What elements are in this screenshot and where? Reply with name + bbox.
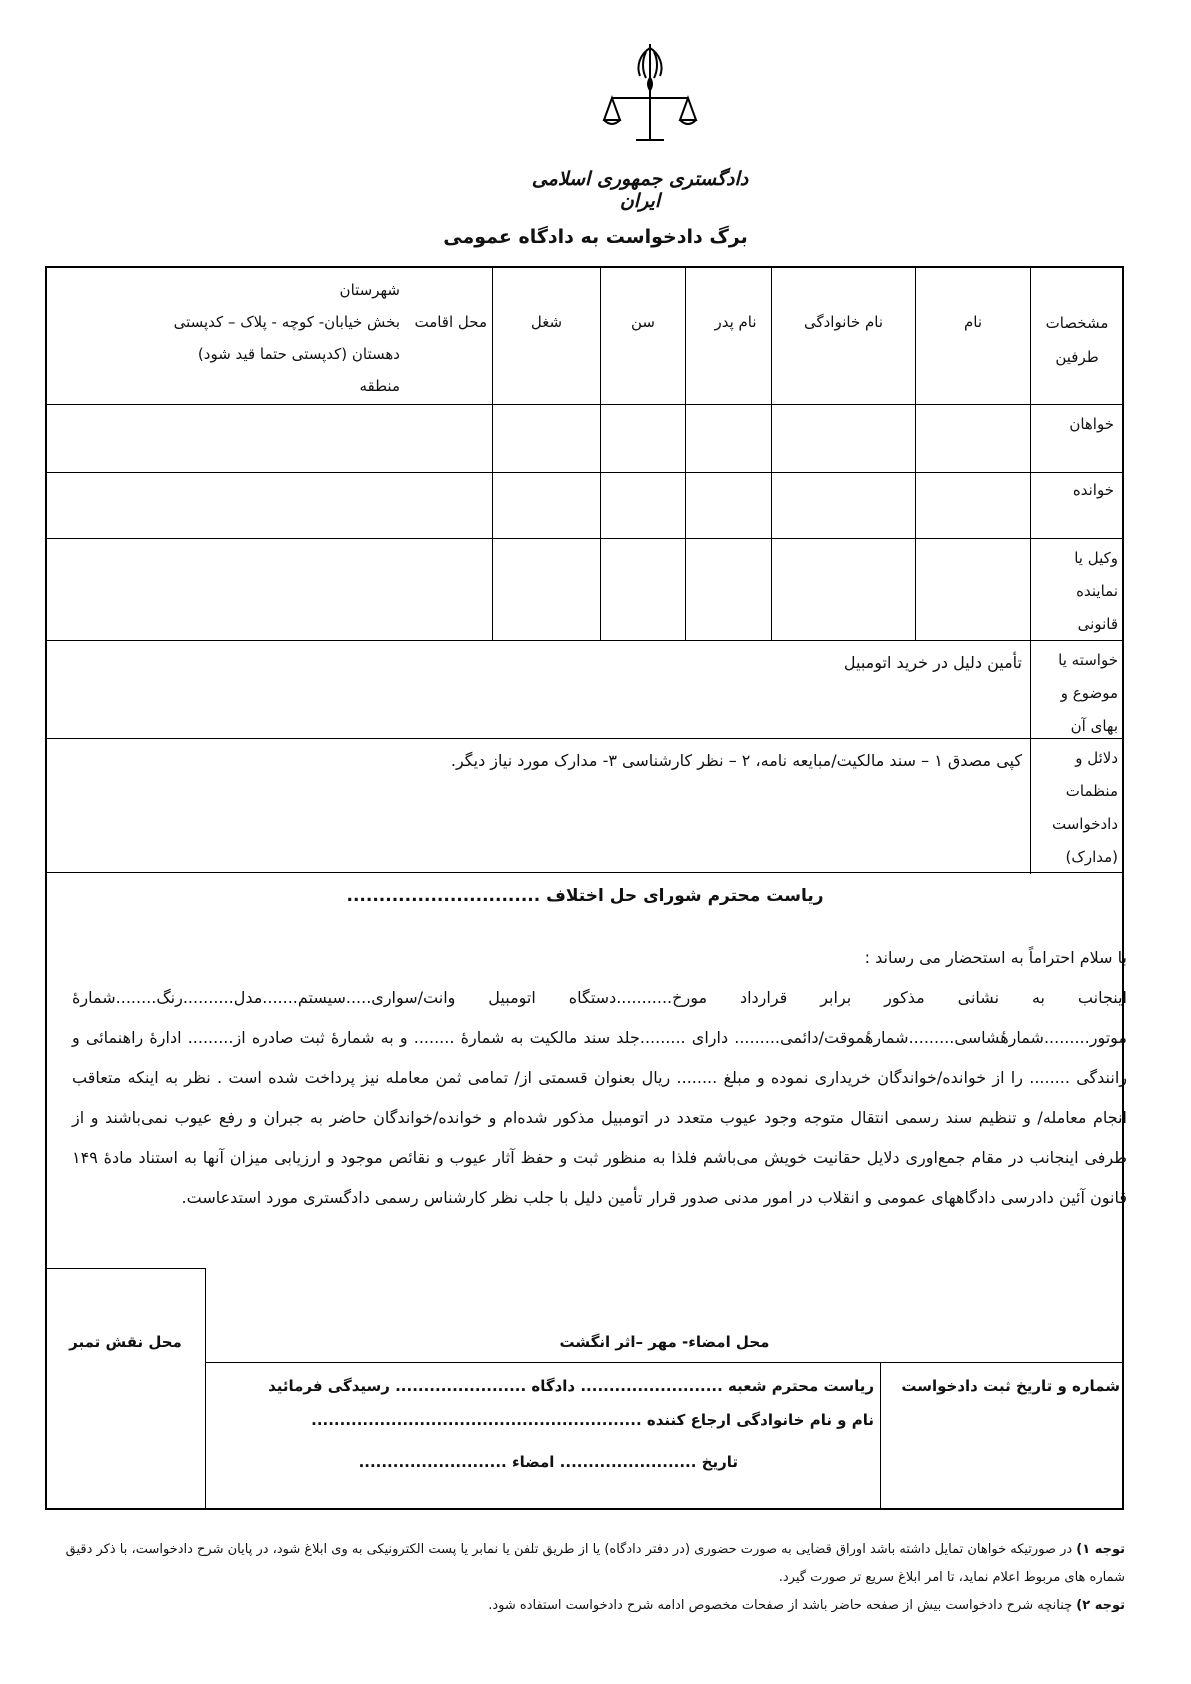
address-line-1: شهرستان bbox=[339, 281, 400, 299]
header-job: شغل bbox=[530, 313, 563, 331]
header-age: سن bbox=[631, 313, 655, 331]
header-father-name: نام پدر bbox=[714, 313, 757, 331]
divider bbox=[46, 538, 1124, 539]
registry-label: شماره و تاریخ ثبت دادخواست bbox=[901, 1377, 1120, 1395]
address-line-4: منطقه bbox=[359, 377, 400, 395]
header-family-name: نام خانوادگی bbox=[803, 313, 884, 331]
row-label-defendant: خوانده bbox=[1072, 481, 1114, 499]
header-name: نام bbox=[963, 313, 983, 331]
letter-addressee: ریاست محترم شورای حل اختلاف .............................. bbox=[346, 886, 824, 906]
divider bbox=[46, 1268, 205, 1269]
evidence-value: کپی مصدق ۱ – سند مالکیت/مبایعه نامه، ۲ – نظر کارشناسی ۳- مدارک مورد نیاز دیگر. bbox=[450, 751, 1022, 770]
date-signature-line: تاریخ ........................ امضاء .......................... bbox=[358, 1453, 738, 1471]
signature-place-label: محل امضاء- مهر –اثر انگشت bbox=[559, 1333, 770, 1351]
note-1-label: توجه ۱) bbox=[1076, 1542, 1125, 1557]
divider bbox=[46, 738, 1124, 739]
referral-line: ریاست محترم شعبه ......................... دادگاه ....................... رسیدگی فرمائید bbox=[268, 1377, 874, 1395]
divider bbox=[1030, 268, 1031, 874]
address-line-3: دهستان (کدپستی حتما قید شود) bbox=[197, 345, 400, 363]
letter-body: اینجانب به نشانی مذکور برابر قرارداد مورخ...........دستگاه اتومبیل وانت/سواری.....سیستم.......مدل..........رنگ........شمارهٔ موتور.........شمارهٔشاسی.........شمارهٔموقت/دائمی......... دارای .........جلد سند مالکیت به شمارهٔ ........ و به شمارهٔ ثبت صادره از......... ادارهٔ راهنمائی و رانندگی ........ را از خوانده/خواندگان خریداری نموده و مبلغ ........ ریال بعنوان قسمتی از/ تمامی ثمن معامله نیز پرداخت شده است . نظر به اینکه متعاقب انجام معامله/ و تنظیم سند رسمی انتقال متوجه وجود عیوب متعدد در اتومبیل مذکور شده‌ام و خوانده/خواندگان حاضر به جبران و رفع عیوب نمی‌باشند و از طرفی اینجانب در مقام جمع‌اوری دلایل حقانیت خویش می‌باشم فلذا به منظور ثبت و حفظ آثار عیوب و نقائص موجود و ارزیابی میزان آنها به استناد مادهٔ ۱۴۹ قانون آئین دادرسی دادگاههای عمومی و انقلاب در امور مدنی صدور قرار تأمین دلیل با جلب نظر کارشناس رسمی دادگستری مورد استدعاست. bbox=[72, 988, 1127, 1207]
referrer-line: نام و نام خانوادگی ارجاع کننده .......................................................... bbox=[311, 1411, 874, 1429]
note-2-label: توجه ۲) bbox=[1076, 1598, 1125, 1613]
note-1 bbox=[45, 1536, 1125, 1592]
header-parties: مشخصات طرفین bbox=[1045, 314, 1109, 366]
note-1-text: در صورتیکه خواهان تمایل داشته باشد اوراق قضایی به صورت حضوری (در دفتر دادگاه) یا از طریق تلفن یا نمابر یا پست الکترونیکی به وی ابلاغ شود، در پایان شرح دادخواست، با ذکر دقیق شماره های مربوط اعلام نماید، تا امر ابلاغ سریع تر صورت گیرد. bbox=[65, 1542, 1125, 1585]
row-label-lawyer: وکیل یا نماینده قانونی bbox=[1074, 549, 1118, 633]
notes bbox=[45, 1536, 1125, 1620]
letter-text bbox=[72, 938, 1127, 1218]
divider bbox=[46, 872, 1124, 873]
address-line-2: بخش خیابان- کوچه - پلاک – کدپستی bbox=[173, 313, 400, 331]
stamp-place-label: محل نقش تمبر bbox=[69, 1333, 182, 1351]
divider bbox=[205, 1268, 206, 1510]
header-address-label: محل اقامت bbox=[414, 313, 487, 331]
divider bbox=[46, 640, 1124, 641]
judiciary-emblem-icon bbox=[600, 40, 700, 150]
note-2 bbox=[45, 1592, 1125, 1620]
divider bbox=[46, 472, 1124, 473]
form-title: برگ دادخواست به دادگاه عمومی bbox=[443, 226, 748, 248]
divider bbox=[205, 1362, 1123, 1363]
note-2-text: چنانچه شرح دادخواست بیش از صفحه حاضر باشد از صفحات مخصوص ادامه شرح دادخواست استفاده شود. bbox=[488, 1598, 1077, 1613]
divider bbox=[46, 404, 1124, 405]
claim-value: تأمین دلیل در خرید اتومبیل bbox=[843, 653, 1022, 672]
claim-label: خواسته یا موضوع و بهای آن bbox=[1058, 651, 1118, 735]
divider bbox=[880, 1362, 881, 1510]
evidence-label: دلائل و منظمات دادخواست (مدارک) bbox=[1051, 749, 1118, 866]
letter-greeting: با سلام احتراماً به استحضار می رساند : bbox=[864, 948, 1127, 967]
organization-name: دادگستری جمهوری اسلامی ایران bbox=[531, 168, 749, 212]
row-label-plaintiff: خواهان bbox=[1069, 415, 1114, 433]
